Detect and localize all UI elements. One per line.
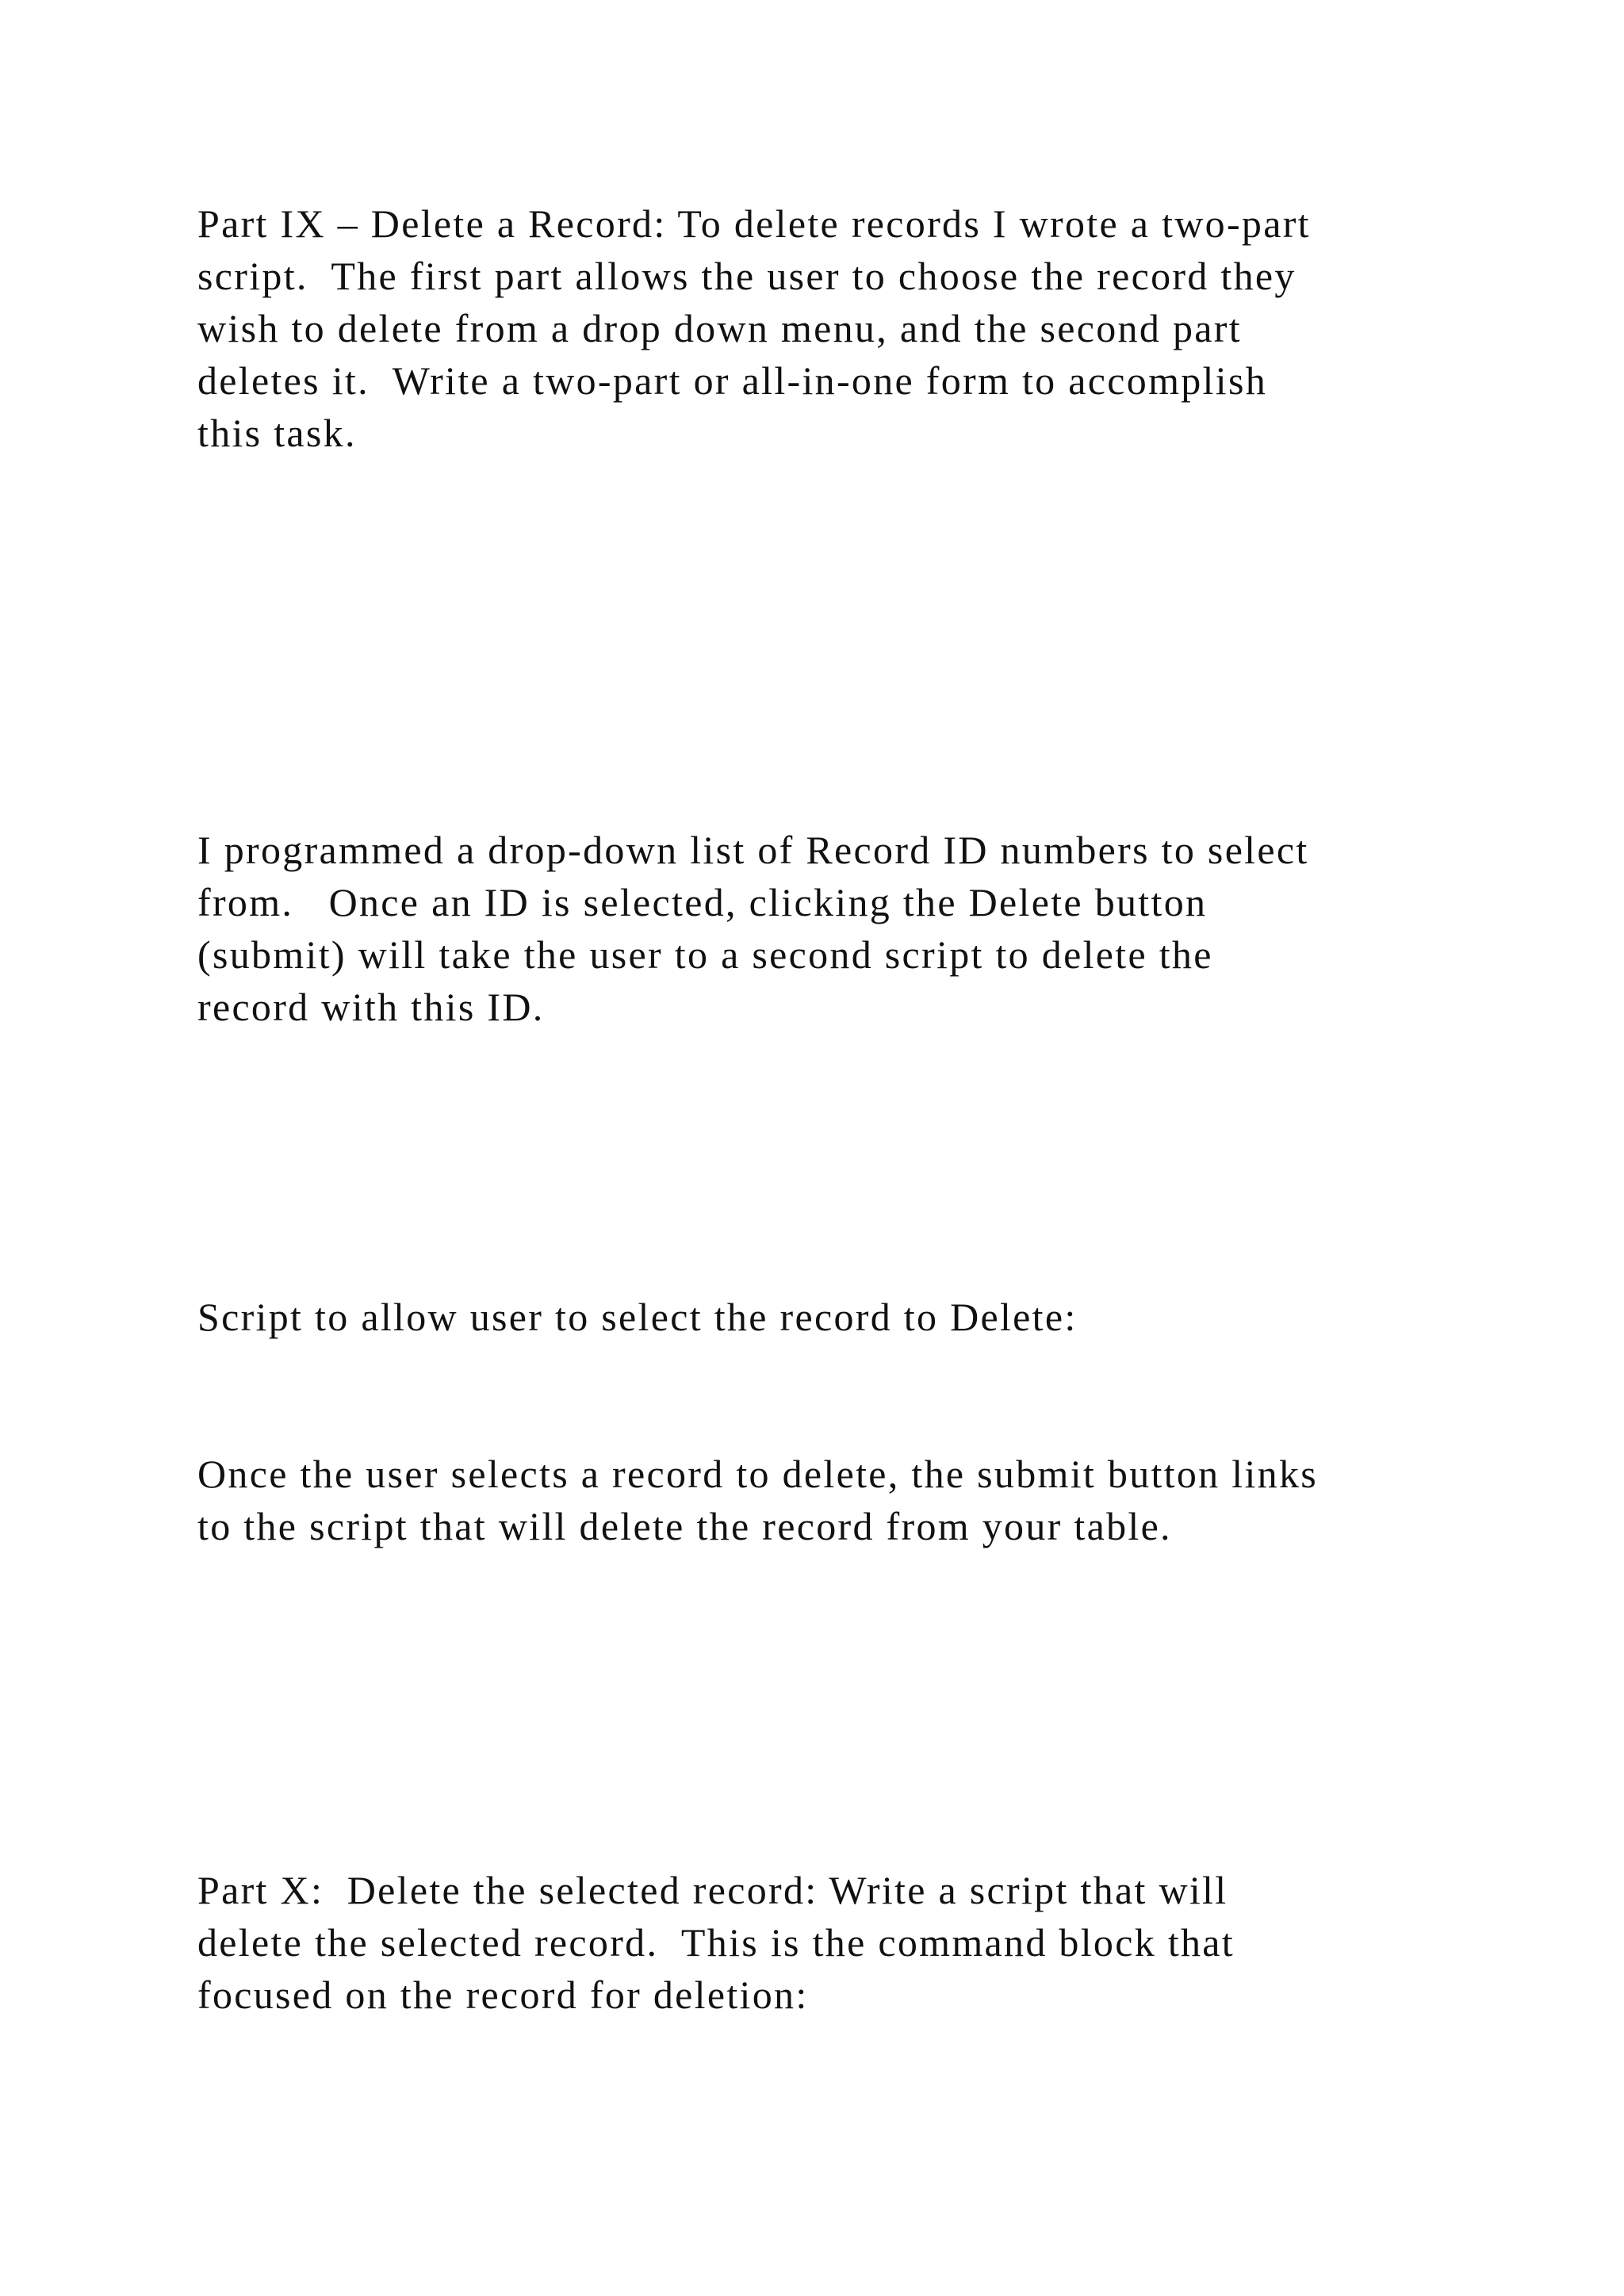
text-line: this task. (197, 411, 357, 455)
text-line: wish to delete from a drop down menu, and the second part (197, 306, 1242, 350)
text-line: deletes it. Write a two-part or all-in-one form to accomplish (197, 358, 1267, 403)
paragraph-part-x-intro (197, 1864, 1482, 2021)
paragraph-submit-description (197, 1448, 1482, 1552)
paragraph-part-ix-intro (197, 197, 1482, 459)
text-line: from. Once an ID is selected, clicking the Delete button (197, 880, 1208, 924)
text-line: Once the user selects a record to delete, the submit button links (197, 1452, 1319, 1496)
text-line: Part X: Delete the selected record: Write a script that will (197, 1868, 1228, 1912)
text-line: delete the selected record. This is the command block that (197, 1920, 1235, 1965)
text-line: focused on the record for deletion: (197, 1973, 809, 2017)
text-line: to the script that will delete the record from your table. (197, 1504, 1172, 1548)
text-line: I programmed a drop-down list of Record ID numbers to select (197, 828, 1309, 872)
paragraph-dropdown-description (197, 824, 1482, 1033)
text-line: script. The first part allows the user to choose the record they (197, 254, 1297, 298)
paragraph-select-script-heading (197, 1291, 1482, 1343)
text-line: (submit) will take the user to a second script to delete the (197, 932, 1213, 977)
text-line: record with this ID. (197, 985, 545, 1029)
text-line: Script to allow user to select the record to Delete: (197, 1295, 1078, 1339)
text-line: Part IX – Delete a Record: To delete records I wrote a two-part (197, 201, 1311, 246)
